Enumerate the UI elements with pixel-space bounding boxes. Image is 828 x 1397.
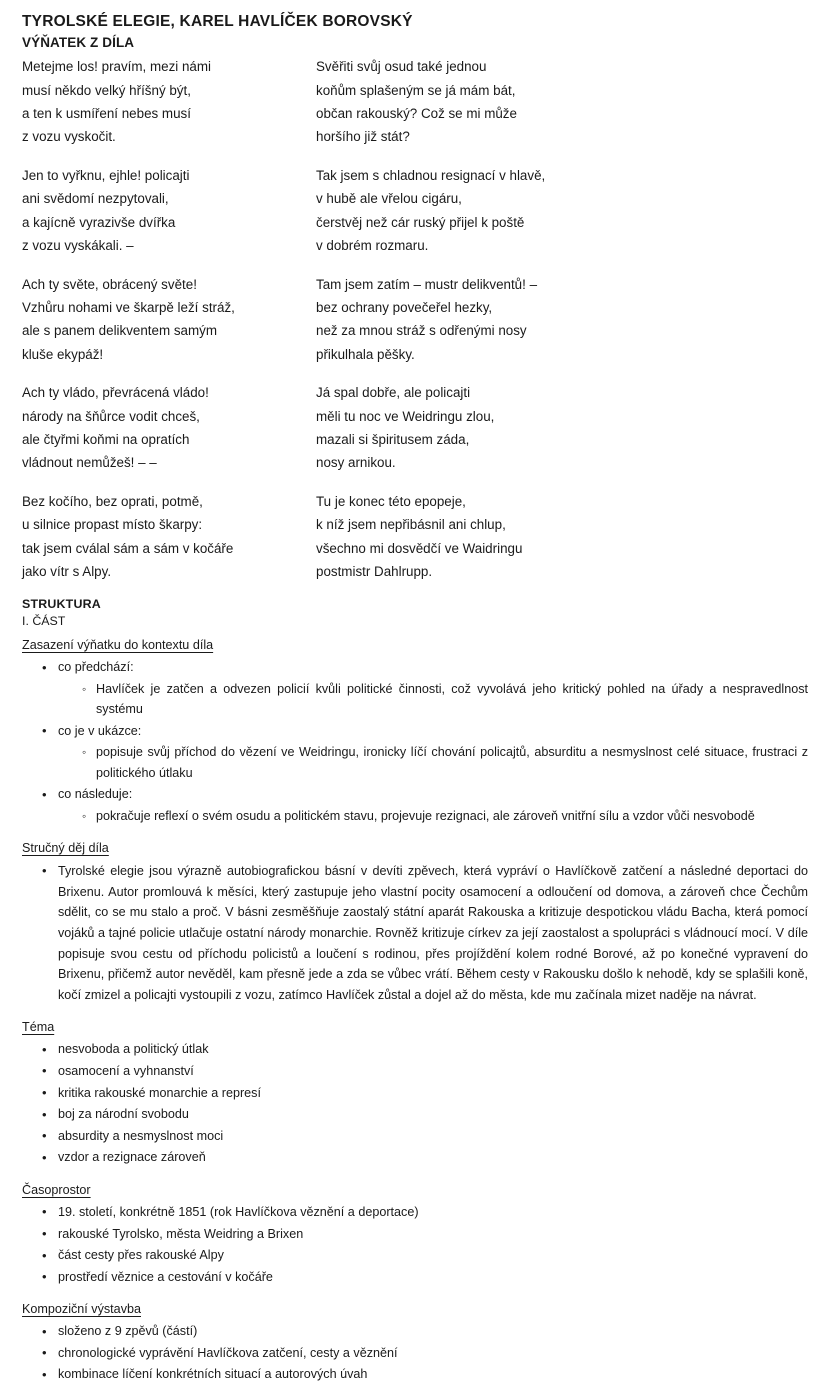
list-item — [42, 658, 808, 719]
list-item-label: prostředí věznice a cestování v kočáře — [58, 1269, 273, 1284]
list-item-label: kombinace líčení konkrétních situací a autorových úvah — [58, 1367, 368, 1382]
list-item — [42, 1084, 808, 1104]
list-item — [42, 722, 808, 783]
sub-list-item: ◦ popisuje svůj příchod do vězení ve Weidringu, ironicky líčí chování policajtů, absurditu a nesmyslnost celé situace, frustraci z politického útlaku — [82, 742, 808, 783]
poem-line: měli tu noc ve Weidringu zlou, — [316, 408, 495, 424]
list-item — [42, 1040, 808, 1060]
poem-line: jako vítr s Alpy. — [22, 563, 112, 579]
poem-column-right — [316, 55, 636, 583]
list-item-label: nesvoboda a politický útlak — [58, 1042, 209, 1057]
poem-line: Ach ty vládo, převrácená vládo! — [22, 385, 209, 401]
poem-line: národy na šňůrce vodit chceš, — [22, 408, 200, 424]
section-heading: Zasazení výňatku do kontextu díla — [22, 638, 214, 653]
list-item-label: Tyrolské elegie jsou výrazně autobiografickou básní v devíti zpěvech, která vypráví o Havlíčkově zatčení a následné deportaci do Brixenu. Autor promlouvá k měsíci, který zastupuje jeho vlastní pocity osamocení a odloučení od domova, a zároveň chce Čechům sdělit, co se mu stalo a proč. V básni zesměšňuje zaostalý státní aparát Rakouska a kritizuje despotickou vládu Bacha, která pomocí vojáků a tajné policie utlačuje ostatní národy monarchie. Rovněž kritizuje církev za její zaostalost a spolupráci s vládnoucí mocí. V díle popisuje svou cestu od příchodu policistů a loučení s rodinou, přes projíždění kolem rodné Borové, až po konečné vypravení do Brixenu, přičemž autor nevěděl, kam přesně jede a zda se vůbec vrátí. Během cesty v Rakousku došlo k nehodě, kdy se splašili koně, kočí zmizel a policajti vystoupili z vozu, zatímco Havlíček zůstal a dojel až do města, kde mu začínala mizet naděje na návrat. — [58, 864, 808, 1002]
sub-list-item: ◦ Havlíček je zatčen a odvezen policií kvůli politické činnosti, což vyvolává jeho kritický pohled na úřady a nespravedlnost systému — [82, 679, 808, 720]
poem-line: z vozu vyskákali. – — [22, 238, 134, 254]
poem-line: nosy arnikou. — [316, 455, 396, 471]
section-heading: Časoprostor — [22, 1182, 91, 1197]
poem-column-left — [22, 55, 316, 583]
part-label: I. ČÁST — [22, 614, 66, 629]
poem-line: Vzhůru nohami ve škarpě leží stráž, — [22, 299, 235, 315]
list-item-label: co předchází: — [58, 660, 134, 675]
sub-list — [58, 806, 808, 826]
list-item-label: složeno z 9 zpěvů (částí) — [58, 1324, 198, 1339]
poem-line: kluše ekypáž! — [22, 346, 104, 362]
poem-line: Bez kočího, bez oprati, potmě, — [22, 493, 203, 509]
poem-line: čerstvěj než cár ruský přijel k poště — [316, 214, 525, 230]
section-list — [22, 1040, 808, 1168]
poem-line: občan rakouský? Což se mi může — [316, 106, 517, 122]
poem-line: Tu je konec této epopeje, — [316, 493, 466, 509]
poem-line: ale čtyřmi koňmi na opratích — [22, 431, 190, 447]
poem-stanza — [22, 55, 316, 149]
structure-heading: STRUKTURA — [22, 597, 101, 612]
poem-line: přikulhala pěšky. — [316, 346, 415, 362]
section-list — [22, 1203, 808, 1287]
list-item-label: část cesty přes rakouské Alpy — [58, 1248, 224, 1263]
list-item — [42, 1344, 808, 1364]
list-item — [42, 1365, 808, 1385]
list-item — [42, 1062, 808, 1082]
list-item-label: rakouské Tyrolsko, města Weidring a Brixen — [58, 1226, 304, 1241]
poem-line: Já spal dobře, ale policajti — [316, 385, 471, 401]
poem-stanza — [316, 490, 636, 584]
list-item-label: co je v ukázce: — [58, 723, 142, 738]
list-item-label: osamocení a vyhnanství — [58, 1063, 194, 1078]
section-heading: Kompoziční výstavba — [22, 1302, 141, 1317]
section-list — [22, 861, 808, 1005]
list-item-label: boj za národní svobodu — [58, 1107, 189, 1122]
poem-line: z vozu vyskočit. — [22, 129, 116, 145]
poem-line: tak jsem cválal sám a sám v kočáře — [22, 540, 234, 556]
sub-list-item: ◦ pokračuje reflexí o svém osudu a politickém stavu, projevuje rezignaci, ale zároveň vnitřní sílu a vzdor vůči nesvobodě — [82, 806, 808, 826]
list-item-label: kritika rakouské monarchie a represí — [58, 1085, 261, 1100]
list-item — [42, 1148, 808, 1168]
poem-line: Jen to vyřknu, ejhle! policajti — [22, 167, 190, 183]
poem-line: koňům splašeným se já mám bát, — [316, 82, 516, 98]
list-item-label: co následuje: — [58, 787, 133, 802]
list-item — [42, 1246, 808, 1266]
poem-stanza — [316, 164, 636, 258]
poem-line: Svěřiti svůj osud také jednou — [316, 59, 487, 75]
poem-line: než za mnou stráž s odřenými nosy — [316, 323, 527, 339]
poem-line: Ach ty světe, obrácený světe! — [22, 276, 197, 292]
poem-line: Metejme los! pravím, mezi námi — [22, 59, 212, 75]
section-list — [22, 1322, 808, 1385]
poem-line: vládnout nemůžeš! – – — [22, 455, 157, 471]
list-item — [42, 1203, 808, 1223]
poem-line: v dobrém rozmaru. — [316, 238, 429, 254]
poem-line: u silnice propast místo škarpy: — [22, 517, 203, 533]
list-item — [42, 1268, 808, 1288]
structure-section — [22, 839, 808, 1005]
poem-stanza — [22, 273, 316, 367]
page-title: TYROLSKÉ ELEGIE, KAREL HAVLÍČEK BOROVSKÝ — [22, 13, 413, 30]
poem-line: ale s panem delikventem samým — [22, 323, 217, 339]
poem-stanza — [316, 381, 636, 475]
structure-section — [22, 1018, 808, 1168]
poem-stanza — [22, 381, 316, 475]
poem-line: k níž jsem nepřibásnil ani chlup, — [316, 517, 506, 533]
list-item — [42, 785, 808, 826]
poem-excerpt — [22, 55, 808, 583]
poem-stanza — [316, 55, 636, 149]
list-item — [42, 1105, 808, 1125]
poem-line: ani svědomí nezpytovali, — [22, 191, 169, 207]
structure-section — [22, 1181, 808, 1287]
poem-line: a kajícně vyrazivše dvířka — [22, 214, 176, 230]
section-heading: Stručný děj díla — [22, 841, 109, 856]
list-item — [42, 861, 808, 1005]
list-item — [42, 1225, 808, 1245]
poem-line: všechno mi dosvědčí ve Waidringu — [316, 540, 523, 556]
poem-line: mazali si špiritusem záda, — [316, 431, 470, 447]
section-list — [22, 658, 808, 826]
poem-line: postmistr Dahlrupp. — [316, 563, 433, 579]
poem-line: v hubě ale vřelou cigáru, — [316, 191, 462, 207]
structure-section — [22, 1300, 808, 1385]
list-item-label: vzdor a rezignace zároveň — [58, 1150, 206, 1165]
list-item — [42, 1322, 808, 1342]
poem-line: Tam jsem zatím – mustr delikventů! – — [316, 276, 538, 292]
list-item — [42, 1127, 808, 1147]
poem-stanza — [316, 273, 636, 367]
poem-line: a ten k usmíření nebes musí — [22, 106, 191, 122]
section-heading: Téma — [22, 1020, 55, 1035]
list-item-label: chronologické vyprávění Havlíčkova zatčení, cesty a věznění — [58, 1345, 398, 1360]
poem-line: musí někdo velký hříšný být, — [22, 82, 191, 98]
structure-section — [22, 636, 808, 826]
poem-stanza — [22, 164, 316, 258]
poem-line: Tak jsem s chladnou resignací v hlavě, — [316, 167, 546, 183]
excerpt-heading: VÝŇATEK Z DÍLA — [22, 35, 135, 51]
poem-line: horšího již stát? — [316, 129, 410, 145]
sub-list — [58, 742, 808, 783]
poem-stanza — [22, 490, 316, 584]
list-item-label: absurdity a nesmyslnost moci — [58, 1128, 224, 1143]
list-item-label: 19. století, konkrétně 1851 (rok Havlíčkova věznění a deportace) — [58, 1204, 419, 1219]
poem-line: bez ochrany povečeřel hezky, — [316, 299, 493, 315]
structure-sections — [22, 636, 808, 1385]
sub-list — [58, 679, 808, 720]
